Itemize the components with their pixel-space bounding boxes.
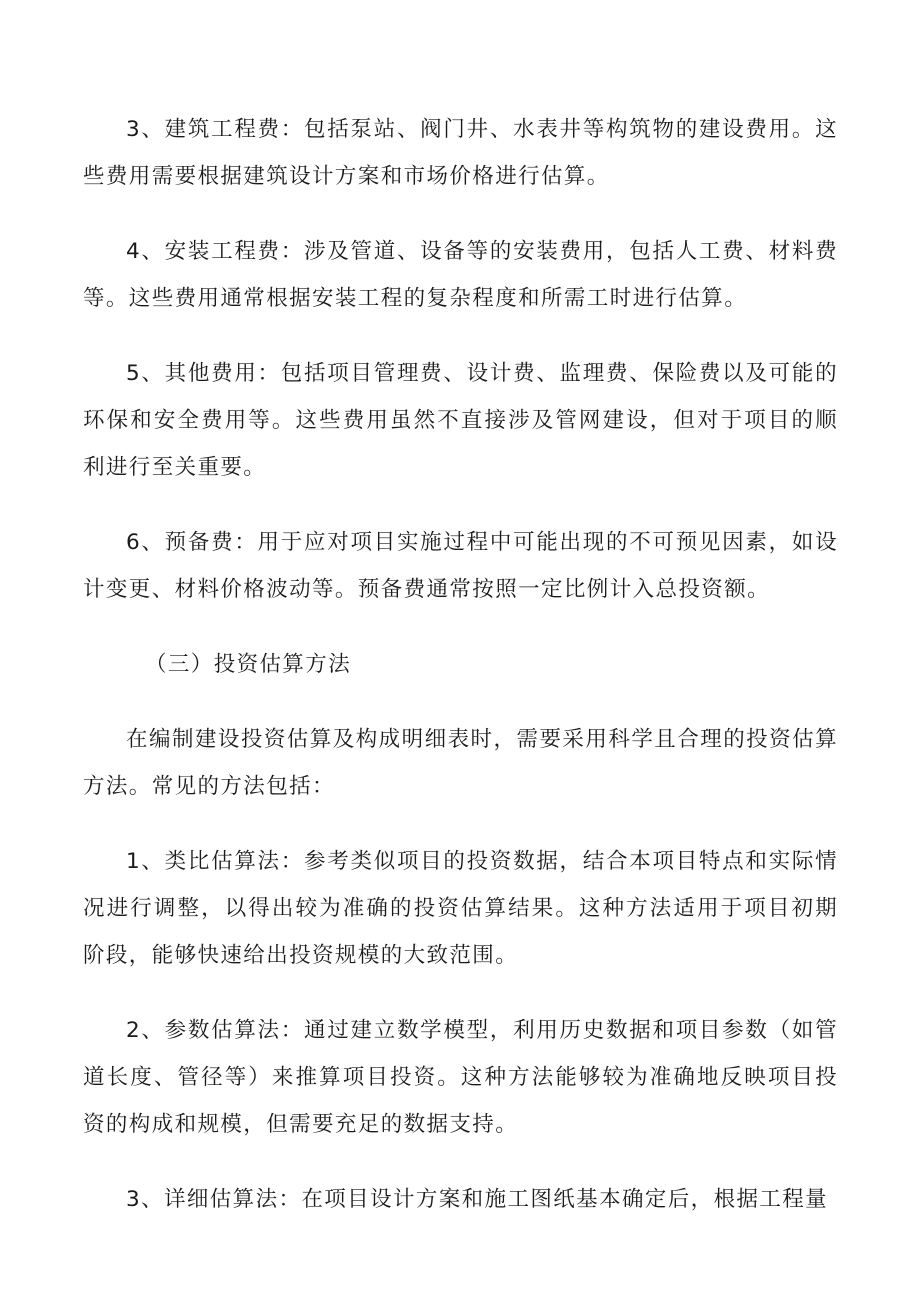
paragraph-detailed-method: 3、详细估算法：在项目设计方案和施工图纸基本确定后，根据工程量 xyxy=(126,1187,829,1212)
paragraph-intro: 在编制建设投资估算及构成明细表时，需要采用科学且合理的投资估算方法。常见的方法包括： xyxy=(83,727,838,799)
document-body xyxy=(83,106,838,1251)
paragraph-parameter-method: 2、参数估算法：通过建立数学模型，利用历史数据和项目参数（如管道长度、管径等）来推算项目投资。这种方法能够较为准确地反映项目投资的构成和规模，但需要充足的数据支持。 xyxy=(83,1018,838,1137)
paragraph-construction-cost: 3、建筑工程费：包括泵站、阀门井、水表井等构筑物的建设费用。这些费用需要根据建筑设计方案和市场价格进行估算。 xyxy=(83,117,838,189)
section-heading: （三）投资估算方法 xyxy=(145,652,352,677)
paragraph-analogy-method: 1、类比估算法：参考类似项目的投资数据，结合本项目特点和实际情况进行调整，以得出较为准确的投资估算结果。这种方法适用于项目初期阶段，能够快速给出投资规模的大致范围。 xyxy=(83,849,838,968)
paragraph-reserve-cost: 6、预备费：用于应对项目实施过程中可能出现的不可预见因素，如设计变更、材料价格波动等。预备费通常按照一定比例计入总投资额。 xyxy=(83,530,838,602)
paragraph-installation-cost: 4、安装工程费：涉及管道、设备等的安装费用，包括人工费、材料费等。这些费用通常根据安装工程的复杂程度和所需工时进行估算。 xyxy=(83,239,838,311)
paragraph-other-cost: 5、其他费用：包括项目管理费、设计费、监理费、保险费以及可能的环保和安全费用等。这些费用虽然不直接涉及管网建设，但对于项目的顺利进行至关重要。 xyxy=(83,361,838,480)
